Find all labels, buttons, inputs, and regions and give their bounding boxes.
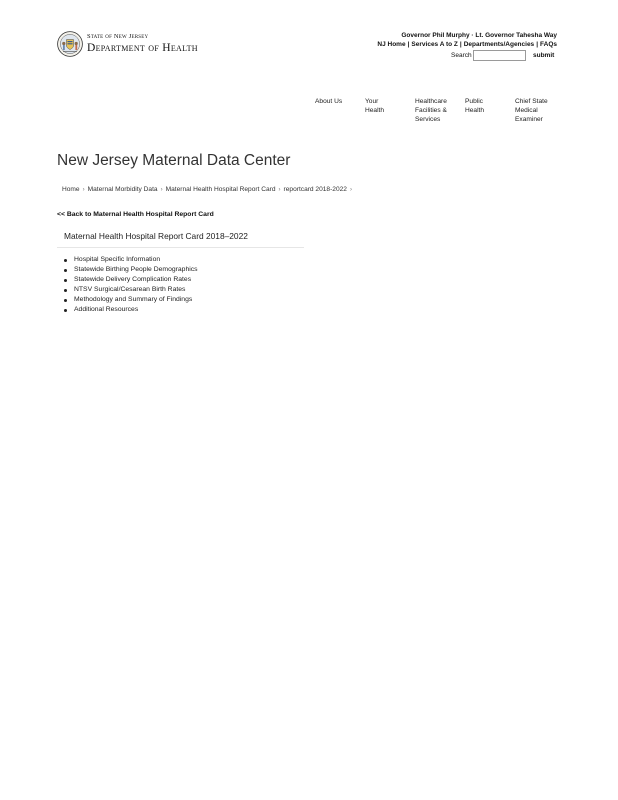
breadcrumb-chevron-icon: ›	[82, 187, 85, 193]
top-links	[377, 41, 557, 48]
top-link-services-a-to-z[interactable]: Services A to Z	[411, 41, 458, 48]
nav-item-your-health[interactable]: Your Health	[365, 98, 385, 115]
top-link-faqs[interactable]: FAQs	[540, 41, 557, 48]
top-link-departments-agencies[interactable]: Departments/Agencies	[463, 41, 535, 48]
section-link-statewide-demographics[interactable]: Statewide Birthing People Demographics	[63, 265, 198, 275]
nj-state-seal-icon[interactable]	[57, 31, 83, 57]
page-title: New Jersey Maternal Data Center	[57, 152, 291, 169]
nav-item-public-health[interactable]: Public Health	[465, 98, 485, 115]
back-to-report-card-link[interactable]: << Back to Maternal Health Hospital Report Card	[57, 211, 214, 218]
divider	[57, 247, 304, 248]
section-link-methodology-summary[interactable]: Methodology and Summary of Findings	[63, 295, 198, 305]
search-submit-button[interactable]: submit	[533, 52, 555, 59]
report-card-title: Maternal Health Hospital Report Card 2018–2022	[64, 231, 248, 241]
section-link-hospital-specific-information[interactable]: Hospital Specific Information	[63, 255, 198, 265]
search-label: Search	[451, 52, 472, 59]
breadcrumb-chevron-icon: ›	[349, 187, 352, 193]
nav-item-healthcare-facilities[interactable]: Healthcare Facilities & Services	[415, 98, 447, 124]
section-list	[63, 255, 198, 316]
breadcrumb-current: reportcard 2018-2022	[283, 186, 347, 193]
top-link-separator: |	[459, 41, 462, 48]
section-link-ntsv-cesarean-birth-rates[interactable]: NTSV Surgical/Cesarean Birth Rates	[63, 285, 198, 295]
top-link-separator: |	[536, 41, 539, 48]
section-link-delivery-complication-rates[interactable]: Statewide Delivery Complication Rates	[63, 275, 198, 285]
breadcrumb-report-card[interactable]: Maternal Health Hospital Report Card	[165, 186, 276, 193]
section-link-additional-resources[interactable]: Additional Resources	[63, 305, 198, 315]
breadcrumb-chevron-icon: ›	[278, 187, 281, 193]
breadcrumb	[62, 186, 355, 193]
search-input[interactable]	[473, 50, 526, 61]
breadcrumb-chevron-icon: ›	[160, 187, 163, 193]
brand-department-label: Department of Health	[87, 41, 198, 54]
top-link-separator: |	[407, 41, 410, 48]
nav-item-chief-state-medical-examiner[interactable]: Chief State Medical Examiner	[515, 98, 548, 124]
governor-line: Governor Phil Murphy · Lt. Governor Tahesha Way	[401, 32, 557, 39]
brand-state-label: State of New Jersey	[87, 33, 149, 40]
site-brand[interactable]	[87, 34, 198, 54]
breadcrumb-home[interactable]: Home	[62, 186, 80, 193]
nav-item-about-us[interactable]: About Us	[315, 98, 343, 105]
breadcrumb-maternal-morbidity-data[interactable]: Maternal Morbidity Data	[87, 186, 158, 193]
top-link-nj-home[interactable]: NJ Home	[377, 41, 406, 48]
